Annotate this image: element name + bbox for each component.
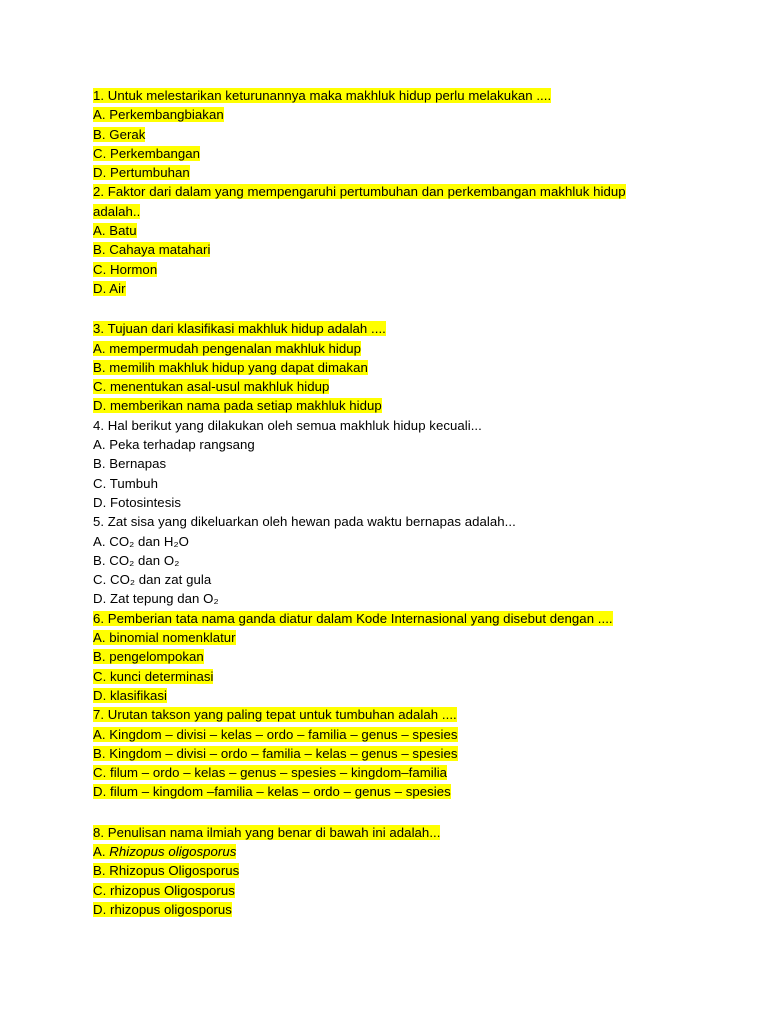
text-line — [93, 686, 733, 705]
text-line — [93, 339, 733, 358]
text-line-content: D. klasifikasi — [93, 687, 167, 703]
text-line — [93, 647, 733, 666]
text-line-content: 1. Untuk melestarikan keturunannya maka makhluk hidup perlu melakukan .... — [93, 88, 552, 103]
text-line-content: A. mempermudah pengenalan makhluk hidup — [93, 340, 362, 356]
text-line — [93, 493, 733, 512]
paragraph-gap — [93, 298, 733, 319]
text-line — [93, 861, 733, 880]
text-line-content: 5. Zat sisa yang dikeluarkan oleh hewan pada waktu bernapas adalah... — [93, 514, 516, 530]
text-line — [93, 570, 733, 589]
text-line-content: 6. Pemberian tata nama ganda diatur dalam Kode Internasional yang disebut dengan .... — [93, 610, 613, 626]
text-line-content: A. Perkembangbiakan — [93, 107, 224, 123]
text-line-content: B. Bernapas — [93, 456, 167, 472]
text-line-content: B. memilih makhluk hidup yang dapat dimakan — [93, 359, 368, 375]
text-line-content — [93, 844, 236, 859]
text-line — [93, 144, 733, 163]
text-line — [93, 532, 733, 551]
document-page — [93, 86, 733, 919]
text-line — [93, 435, 733, 454]
text-line — [93, 512, 733, 531]
text-line — [93, 105, 733, 124]
text-line-content: D. Zat tepung dan O₂ — [93, 591, 219, 607]
text-line-content: A. Kingdom – divisi – kelas – ordo – familia – genus – spesies — [93, 726, 458, 742]
text-line — [93, 279, 733, 298]
text-line-content: B. Rhizopus Oligosporus — [93, 863, 240, 879]
text-line — [93, 358, 733, 377]
text-line-content: 3. Tujuan dari klasifikasi makhluk hidup adalah .... — [93, 321, 386, 337]
text-line-content: D. Fotosintesis — [93, 494, 181, 510]
text-line — [93, 377, 733, 396]
text-line-content: C. menentukan asal-usul makhluk hidup — [93, 379, 330, 395]
text-line — [93, 396, 733, 415]
text-line — [93, 667, 733, 686]
text-line-content: C. rhizopus Oligosporus — [93, 882, 235, 898]
paragraph-gap — [93, 802, 733, 823]
text-line-content: adalah.. — [93, 203, 141, 219]
answer-prefix: A. — [93, 843, 110, 859]
text-line — [93, 163, 733, 182]
question-block — [93, 823, 733, 919]
text-line — [93, 551, 733, 570]
text-line — [93, 260, 733, 279]
text-line — [93, 416, 733, 435]
text-line — [93, 881, 733, 900]
text-line-content: A. Batu — [93, 223, 137, 239]
text-line — [93, 240, 733, 259]
text-line — [93, 221, 733, 240]
question-block — [93, 319, 733, 801]
text-line — [93, 589, 733, 608]
scientific-name: Rhizopus oligosporus — [109, 843, 237, 859]
text-line-content: B. CO₂ dan O₂ — [93, 552, 180, 568]
text-line-content: B. Kingdom – divisi – ordo – familia – kelas – genus – spesies — [93, 745, 458, 761]
question-block — [93, 86, 733, 298]
text-line-content: D. Air — [93, 280, 126, 296]
text-line-content: D. filum – kingdom –familia – kelas – ordo – genus – spesies — [93, 784, 451, 800]
text-line-content: 7. Urutan takson yang paling tepat untuk tumbuhan adalah .... — [93, 707, 457, 723]
text-line — [93, 842, 733, 861]
text-line-content: C. Tumbuh — [93, 475, 158, 491]
text-line — [93, 182, 733, 201]
text-line-content: D. rhizopus oligosporus — [93, 901, 232, 917]
text-line-content: 4. Hal berikut yang dilakukan oleh semua makhluk hidup kecuali... — [93, 417, 482, 433]
text-line-content: A. binomial nomenklatur — [93, 630, 236, 646]
text-line — [93, 202, 733, 221]
text-line — [93, 744, 733, 763]
text-line-content: B. Cahaya matahari — [93, 242, 211, 258]
text-line-content: D. Pertumbuhan — [93, 165, 190, 181]
text-line-content: 8. Penulisan nama ilmiah yang benar di bawah ini adalah... — [93, 824, 441, 840]
text-line-content: C. kunci determinasi — [93, 668, 214, 684]
text-line — [93, 319, 733, 338]
text-line — [93, 763, 733, 782]
text-line-content: B. Gerak — [93, 126, 146, 142]
text-line-content: 2. Faktor dari dalam yang mempengaruhi pertumbuhan dan perkembangan makhluk hidup — [93, 184, 626, 200]
text-line-content: C. CO₂ dan zat gula — [93, 572, 212, 588]
text-line — [93, 823, 733, 842]
text-line — [93, 86, 733, 105]
text-line-content: D. memberikan nama pada setiap makhluk hidup — [93, 398, 382, 414]
text-line — [93, 125, 733, 144]
text-line — [93, 900, 733, 919]
text-line-content: C. Perkembangan — [93, 145, 201, 161]
text-line-content: C. filum – ordo – kelas – genus – spesies – kingdom–familia — [93, 765, 448, 781]
text-line — [93, 628, 733, 647]
text-line — [93, 705, 733, 724]
text-line — [93, 782, 733, 801]
text-line — [93, 474, 733, 493]
text-line-content: B. pengelompokan — [93, 649, 204, 665]
text-line-content: A. CO₂ dan H₂O — [93, 533, 189, 549]
text-line-content: A. Peka terhadap rangsang — [93, 437, 255, 453]
text-line-content: C. Hormon — [93, 261, 158, 277]
text-line — [93, 725, 733, 744]
text-line — [93, 609, 733, 628]
text-line — [93, 454, 733, 473]
